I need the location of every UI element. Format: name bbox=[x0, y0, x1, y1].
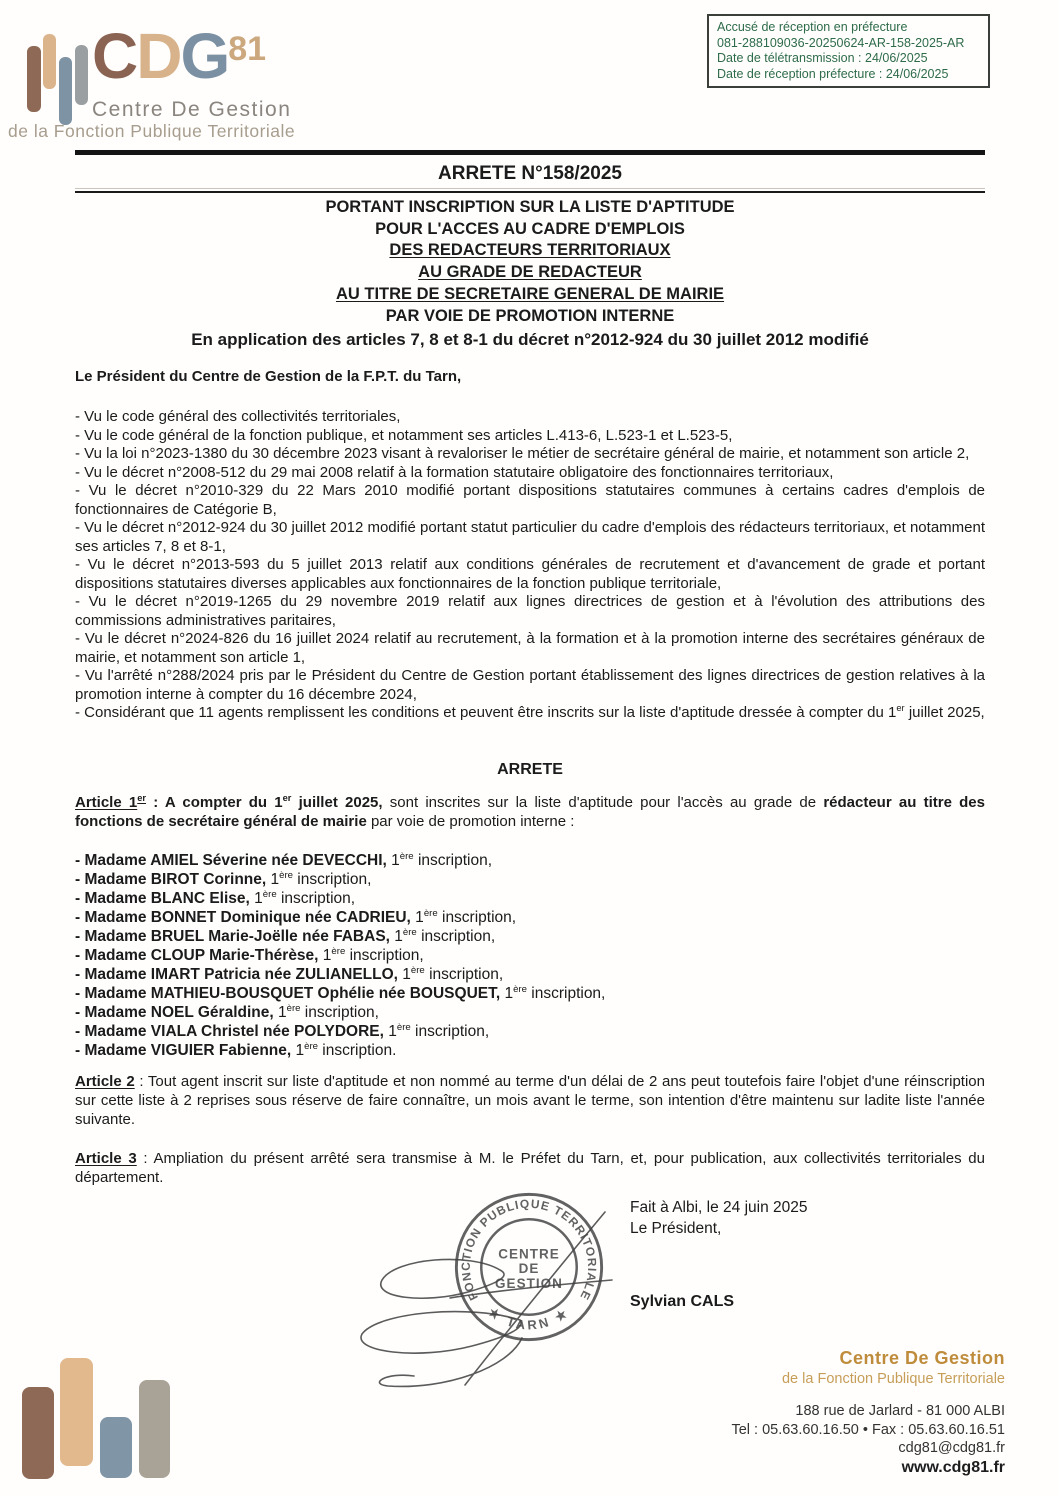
logo-letter-d: D bbox=[136, 20, 181, 92]
vu-item: - Vu la loi n°2023-1380 du 30 décembre 2023 visant à revaloriser le métier de secrétaire général de mairie, et notamment son article 2, bbox=[75, 445, 970, 462]
footer-address bbox=[731, 1402, 1005, 1478]
name-item: - Madame BIROT Corinne, 1ère inscription, bbox=[75, 869, 372, 888]
signature-block bbox=[630, 1197, 808, 1239]
logo-wordmark bbox=[92, 20, 267, 92]
footer-bar-steel-icon bbox=[100, 1417, 132, 1478]
name-item: - Madame BRUEL Marie-Joëlle née FABAS, 1ère inscription, bbox=[75, 926, 496, 945]
vu-item: - Vu l'arrêté n°288/2024 pris par le Président du Centre de Gestion portant établissement des lignes directrices de gestion relatives à la promotion interne à compter du 16 décembre 2024, bbox=[75, 667, 985, 703]
reception-stamp-box bbox=[707, 14, 990, 88]
stamp-outer-bottom-text: ★ TARN ★ bbox=[485, 1304, 573, 1333]
name-item: - Madame VIALA Christel née POLYDORE, 1ère inscription, bbox=[75, 1021, 490, 1040]
vu-item: - Vu le décret n°2012-924 du 30 juillet 2012 modifié portant statut particulier du cadre d'emplois des rédacteurs territoriaux, et notamment ses articles 7, 8 et 8-1, bbox=[75, 519, 985, 555]
name-item: - Madame CLOUP Marie-Thérèse, 1ère inscription, bbox=[75, 945, 424, 964]
vu-list bbox=[75, 408, 985, 723]
footer-address-line: 188 rue de Jarlard - 81 000 ALBI bbox=[795, 1403, 1005, 1419]
logo-subtitle-1: Centre De Gestion bbox=[92, 98, 292, 121]
vu-item: - Vu le décret n°2019-1265 du 29 novembre 2019 relatif aux lignes directrices de gestion et à l'évolution des attributions des commissions administratives paritaires, bbox=[75, 593, 985, 629]
logo-bar-brown-icon bbox=[27, 46, 41, 112]
title-line: AU GRADE DE REDACTEUR bbox=[418, 263, 642, 282]
signature-date-line: Fait à Albi, le 24 juin 2025 bbox=[630, 1199, 808, 1216]
title-line: POUR L'ACCES AU CADRE D'EMPLOIS bbox=[375, 219, 685, 238]
vu-item: - Vu le décret n°2024-826 du 16 juillet 2024 relatif au recrutement, à la formation et à la promotion interne des secrétaires généraux de mairie, et notamment son article 1, bbox=[75, 630, 985, 666]
signatory-name: Sylvian CALS bbox=[630, 1293, 735, 1310]
name-item: - Madame IMART Patricia née ZULIANELLO, 1ère inscription, bbox=[75, 964, 504, 983]
logo-subtitle-2: de la Fonction Publique Territoriale bbox=[8, 121, 296, 141]
logo-bar-steel-icon bbox=[59, 57, 72, 125]
reception-line: 081-288109036-20250624-AR-158-2025-AR bbox=[717, 35, 965, 50]
arrete-number-banner: ARRETE N°158/2025 bbox=[75, 150, 985, 193]
vu-item: - Vu le code général de la fonction publique, et notamment ses articles L.413-6, L.523-1 et L.523-5, bbox=[75, 426, 733, 444]
title-line: PAR VOIE DE PROMOTION INTERNE bbox=[385, 306, 675, 325]
logo-letter-g: G bbox=[180, 20, 229, 92]
footer-bar-tan-icon bbox=[60, 1358, 93, 1466]
title-line: PORTANT INSCRIPTION SUR LA LISTE D'APTITUDE bbox=[325, 198, 735, 216]
name-item: - Madame NOEL Géraldine, 1ère inscription, bbox=[75, 1002, 379, 1021]
logo-bar-tan-icon bbox=[43, 34, 56, 89]
article-1-paragraph: Article 1er : A compter du 1er juillet 2025, sont inscrites sur la liste d'aptitude pour l'accès au grade de rédacteur au titre des fonctions de secrétaire général de mairie par voie de promotion interne : bbox=[75, 793, 985, 830]
name-item: - Madame BLANC Elise, 1ère inscription, bbox=[75, 888, 356, 907]
reception-line: Date de réception préfecture : 24/06/2025 bbox=[717, 66, 949, 81]
name-item: - Madame MATHIEU-BOUSQUET Ophélie née BOUSQUET, 1ère inscription, bbox=[75, 983, 606, 1002]
footer-bar-brown-icon bbox=[22, 1387, 54, 1479]
cdg81-logo bbox=[0, 0, 300, 150]
footer-brand bbox=[782, 1348, 1005, 1387]
signature-scribble-icon bbox=[350, 1200, 630, 1400]
vu-item: - Considérant que 11 agents remplissent les conditions et peuvent être inscrits sur la liste d'aptitude dressée à compter du 1er juillet 2025, bbox=[75, 703, 985, 721]
footer-brand-line-2: de la Fonction Publique Territoriale bbox=[781, 1371, 1005, 1387]
footer-brand-line-1: Centre De Gestion bbox=[839, 1348, 1005, 1368]
name-item: - Madame VIGUIER Fabienne, 1ère inscription. bbox=[75, 1040, 397, 1059]
signature-role-line: Le Président, bbox=[630, 1220, 722, 1237]
article-2-paragraph: Article 2 : Tout agent inscrit sur liste d'aptitude et non nommé au terme d'un délai de 2 ans peut toutefois faire l'objet d'une réinscription sur cette liste à 2 reprises sous réserve de faire connaître, un mois avant le terme, son intention d'être maintenu sur ladite liste l'année suivante. bbox=[75, 1073, 985, 1128]
vu-item: - Vu le code général des collectivités territoriales, bbox=[75, 408, 401, 425]
logo-letter-c: C bbox=[92, 20, 137, 92]
title-line: DES REDACTEURS TERRITORIAUX bbox=[389, 241, 671, 260]
vu-item: - Vu le décret n°2008-512 du 29 mai 2008 relatif à la formation statutaire obligatoire des fonctionnaires territoriaux, bbox=[75, 463, 834, 481]
opening-line: Le Président du Centre de Gestion de la F.P.T. du Tarn, bbox=[75, 368, 462, 385]
stamp-inner-line-1: CENTRE bbox=[498, 1246, 560, 1262]
document-title bbox=[75, 197, 985, 327]
name-item: - Madame BONNET Dominique née CADRIEU, 1ère inscription, bbox=[75, 907, 517, 926]
arrete-heading: ARRETE bbox=[497, 761, 563, 778]
logo-bar-gray-icon bbox=[75, 45, 88, 105]
footer-email: cdg81@cdg81.fr bbox=[898, 1440, 1005, 1456]
reception-line: Date de télétransmission : 24/06/2025 bbox=[717, 51, 928, 65]
names-list bbox=[75, 851, 985, 1060]
logo-number-81: 81 bbox=[228, 30, 267, 68]
vu-item: - Vu le décret n°2010-329 du 22 Mars 2010 modifié portant dispositions statutaires communes à certains cadres d'emplois de fonctionnaires de Catégorie B, bbox=[75, 482, 985, 518]
footer-website: www.cdg81.fr bbox=[901, 1458, 1005, 1476]
stamp-outer-top-text: FONCTION PUBLIQUE TERRITORIALE bbox=[458, 1196, 600, 1303]
reception-line: Accusé de réception en préfecture bbox=[717, 20, 908, 34]
title-application-line: En application des articles 7, 8 et 8-1 du décret n°2012-924 du 30 juillet 2012 modifié bbox=[191, 330, 869, 349]
footer-telfax-line: Tel : 05.63.60.16.50 • Fax : 05.63.60.16.51 bbox=[731, 1421, 1005, 1438]
title-line: AU TITRE DE SECRETAIRE GENERAL DE MAIRIE bbox=[335, 284, 725, 303]
footer-bar-gray-icon bbox=[139, 1380, 170, 1478]
name-item: - Madame AMIEL Séverine née DEVECCHI, 1ère inscription, bbox=[75, 850, 493, 869]
vu-item: - Vu le décret n°2013-593 du 5 juillet 2013 relatif aux conditions générales de recrutement et d'avancement de grade et portant dispositions statutaires diverses applicables aux fonctionnaires de la fonction publique territoriale, bbox=[75, 556, 985, 592]
article-3-paragraph: Article 3 : Ampliation du présent arrêté sera transmise à M. le Préfet du Tarn, et, pour publication, aux collectivités territoriales du département. bbox=[75, 1150, 985, 1186]
stamp-inner-line-3: GESTION bbox=[495, 1275, 563, 1291]
stamp-inner-line-2: DE bbox=[518, 1261, 540, 1277]
